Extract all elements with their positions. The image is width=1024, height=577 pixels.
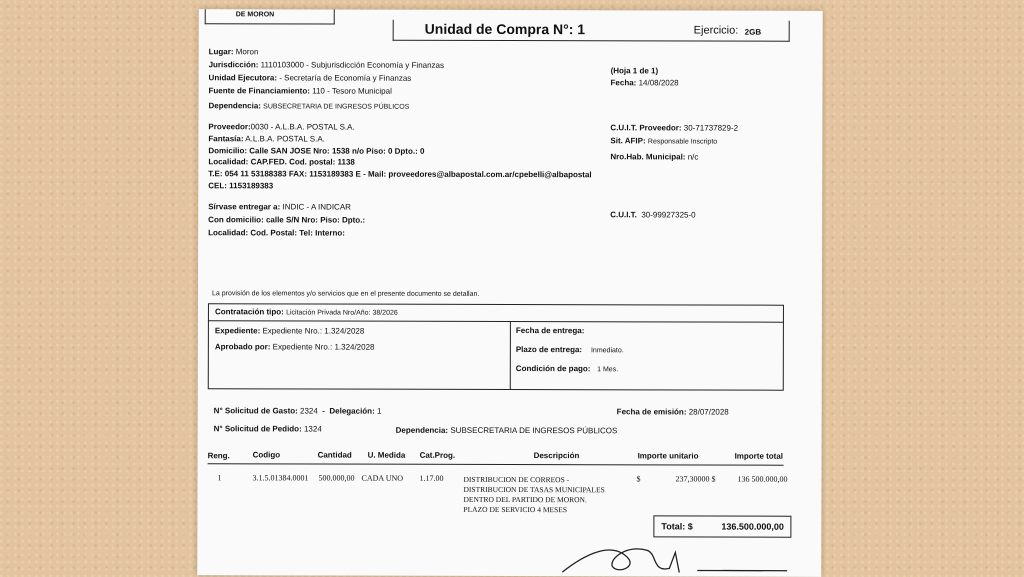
fuente-value: 110 - Tesoro Municipal (312, 86, 392, 95)
signature (557, 522, 787, 577)
sirvase-value: INDIC - A INDICAR (282, 202, 350, 211)
contratacion-column-divider (510, 321, 511, 389)
proveedor-domicilio: Domicilio: Calle SAN JOSE Nro: 1538 n/o Piso: 0 Dpto.: 0 (208, 146, 424, 156)
delegacion-label: Delegación: (329, 407, 374, 416)
aprobado-value: Expediente Nro.: 1.324/2028 (273, 342, 375, 351)
row-importe-total: 136 500.000,00 (738, 475, 788, 484)
municipality-logo (205, 9, 335, 24)
nrohab-value: n/c (688, 152, 699, 161)
header-descripcion: Descripción (534, 451, 580, 460)
fuente-label: Fuente de Financiamiento: (209, 86, 310, 95)
ejercicio-value: 2GB (745, 28, 761, 37)
fantasia-value: A.L.B.A. POSTAL S.A. (245, 134, 325, 143)
pedido-value: 1324 (304, 424, 322, 433)
purchase-order-document: DE MORON Unidad de Compra N°: 1 Ejercicio: 2GB Lugar: Moron Jurisdicción: 1110103000 - Subjurisdicción Economía y Finanzas Unidad Ejecutora: - Secretaría de Economía y Finanzas Fuente de Financiamiento: 110 - Tesoro Municipal Dependencia: SUBSECRETARIA DE INGRESOS PÚBLICOS (Hoja 1 de 1) Fecha: 14/08/2028 Proveedor:0030 - A.L.B.A. POSTAL S.A. Fantasía: A.L.B.A. POSTAL S.A. Domicilio: Calle SAN JOSE Nro: 1538 n/o Piso: 0 Dpto.: 0 Localidad: CAP.FED. Cod. postal: 1138 T.E: 054 11 53188383 FAX: 1153189383 E - Mail: proveedores@albapostal.com.ar/cpebelli@albapostal CEL: 1153189383 C.U.I.T. Proveedor: 30-71737829-2 Sit. AFIP: Responsable Inscripto Nro.Hab. Municipal: n/c Sírvase entregar a: INDIC - A INDICAR Con domicilio: calle S/N Nro: Piso: Dpto.: Localidad: Cod. Postal: Tel: Interno: C.U.I.T. 30-99927325-0 La provisión de los elementos y/o servicios que en el presente documento se detallan. Contratación tipo: Licitación Privada Nro/Año: 38/2026 Expediente: Expediente Nro.: 1.324/2028 Aprobado por: Expediente Nro.: 1.324/2028 Fecha de entrega: Plazo de entrega: Inmediato. Condición de pago: 1 Mes. N° Solicitud de Gasto: 2324 - Delegación: 1 Fecha de emisión: 28/07/2028 N° Solicitud de Pedido: 1324 Dependencia: SUBSECRETARIA DE INGRESOS PÚBLICOS Reng. Codigo Cantidad U. Medida Cat.Prog. Descripción Importe unitario Importe total 1 3.1.5.01384.0001 500.000,00 CADA UNO 1.17.00 DISTRIBUCION DE CORREOS - DISTRIBUCION DE TASAS MUNICIPALES DENTRO DEL PARTIDO DE MORON. PLAZO DE SERVICIO 4 MESES $ 237,30000 $ 136 500.000,00 Total: $ 136.500.000,00 (197, 9, 822, 577)
descripcion-line: DISTRIBUCION DE TASAS MUNICIPALES (463, 485, 604, 495)
delegacion-value: 1 (377, 407, 381, 416)
expediente-label: Expediente: (215, 326, 260, 335)
afip-value: Responsable Inscripto (648, 138, 717, 145)
nrohab-label: Nro.Hab. Municipal: (610, 152, 685, 161)
row-catprog: 1.17.00 (420, 474, 444, 483)
cuit-proveedor-value: 30-71737829-2 (684, 123, 738, 132)
jurisdiccion-label: Jurisdicción: (209, 60, 259, 69)
contratacion-tipo-label: Contratación tipo: (215, 307, 284, 316)
table-header-rule (208, 463, 784, 466)
header-cantidad: Cantidad (318, 450, 352, 459)
aprobado-label: Aprobado por: (215, 342, 271, 351)
pedido-label: N° Solicitud de Pedido: (214, 424, 302, 433)
solicitud-dependencia-value: SUBSECRETARIA DE INGRESOS PÚBLICOS (450, 426, 617, 435)
proveedor-label: Proveedor: (208, 122, 250, 131)
dependencia-value: SUBSECRETARIA DE INGRESOS PÚBLICOS (263, 103, 409, 110)
emision-value: 28/07/2028 (689, 407, 729, 416)
header-importe-unitario: Importe unitario (638, 451, 699, 460)
proveedor-contacto: T.E: 054 11 53188383 FAX: 1153189383 E - Mail: proveedores@albapostal.com.ar/cpebelli@albapostal (208, 169, 591, 179)
emision-label: Fecha de emisión: (617, 407, 687, 416)
hoja-indicator: (Hoja 1 de 1) (611, 66, 659, 75)
plazo-value: Inmediato. (591, 347, 624, 354)
lugar-label: Lugar: (209, 47, 234, 56)
fantasia-label: Fantasía: (208, 134, 243, 143)
sirvase-label: Sírvase entregar a: (208, 202, 280, 211)
header-importe-total: Importe total (735, 452, 783, 461)
total-value: 136.500.000,00 (721, 522, 784, 532)
plazo-label: Plazo de entrega: (516, 345, 582, 354)
gasto-label: N° Solicitud de Gasto: (214, 406, 298, 415)
condicion-label: Condición de pago: (516, 364, 591, 373)
lugar-value: Moron (236, 47, 259, 56)
descripcion-line: DENTRO DEL PARTIDO DE MORON. (463, 495, 604, 505)
row-reng: 1 (218, 473, 222, 482)
entrega-localidad: Localidad: Cod. Postal: Tel: Interno: (208, 228, 345, 237)
row-currency: $ (637, 474, 641, 483)
proveedor-localidad: Localidad: CAP.FED. Cod. postal: 1138 (208, 157, 355, 166)
header-reng: Reng. (208, 451, 230, 460)
dependencia-label: Dependencia: (208, 101, 260, 110)
expediente-value: Expediente Nro.: 1.324/2028 (262, 326, 364, 335)
contratacion-tipo-value: Licitación Privada Nro/Año: 38/2026 (286, 309, 398, 316)
cuit-proveedor-label: C.U.I.T. Proveedor: (610, 123, 681, 132)
fecha-entrega-label: Fecha de entrega: (516, 326, 584, 335)
total-label: Total: $ (661, 521, 692, 531)
row-cantidad: 500.000,00 (319, 473, 355, 482)
entrega-cuit-value: 30-99927325-0 (641, 210, 695, 219)
proveedor-value: 0030 - A.L.B.A. POSTAL S.A. (251, 122, 355, 131)
entrega-cuit-label: C.U.I.T. (610, 210, 637, 219)
entrega-domicilio: Con domicilio: calle S/N Nro: Piso: Dpto.: (208, 215, 365, 224)
row-importe-unitario: 237,30000 $ (676, 474, 716, 483)
logo-text: DE MORON (236, 11, 275, 18)
gasto-value: 2324 (300, 406, 318, 415)
jurisdiccion-value: 1110103000 - Subjurisdicción Economía y Finanzas (261, 60, 444, 69)
proveedor-cel: CEL: 1153189383 (208, 181, 273, 190)
descripcion-line: DISTRIBUCION DE CORREOS - (463, 475, 604, 485)
fecha-value: 14/08/2028 (639, 78, 679, 87)
row-codigo: 3.1.5.01384.0001 (253, 473, 309, 482)
provision-text: La provisión de los elementos y/o servicios que en el presente documento se detallan. (212, 290, 479, 298)
unidad-value: - Secretaría de Economía y Finanzas (279, 73, 411, 82)
document-title: Unidad de Compra N°: 1 (425, 21, 585, 37)
row-descripcion (463, 475, 604, 515)
ejercicio-label: Ejercicio: (694, 24, 739, 36)
unidad-label: Unidad Ejecutora: (209, 73, 277, 82)
solicitud-dependencia-label: Dependencia: (396, 426, 448, 435)
fecha-label: Fecha: (611, 78, 637, 87)
descripcion-line: PLAZO DE SERVICIO 4 MESES (463, 505, 604, 515)
header-catprog: Cat.Prog. (420, 451, 456, 460)
header-medida: U. Medida (368, 451, 406, 460)
header-codigo: Codigo (253, 450, 281, 459)
row-medida: CADA UNO (362, 474, 404, 483)
condicion-value: 1 Mes. (597, 366, 618, 373)
afip-label: Sit. AFIP: (610, 136, 645, 145)
